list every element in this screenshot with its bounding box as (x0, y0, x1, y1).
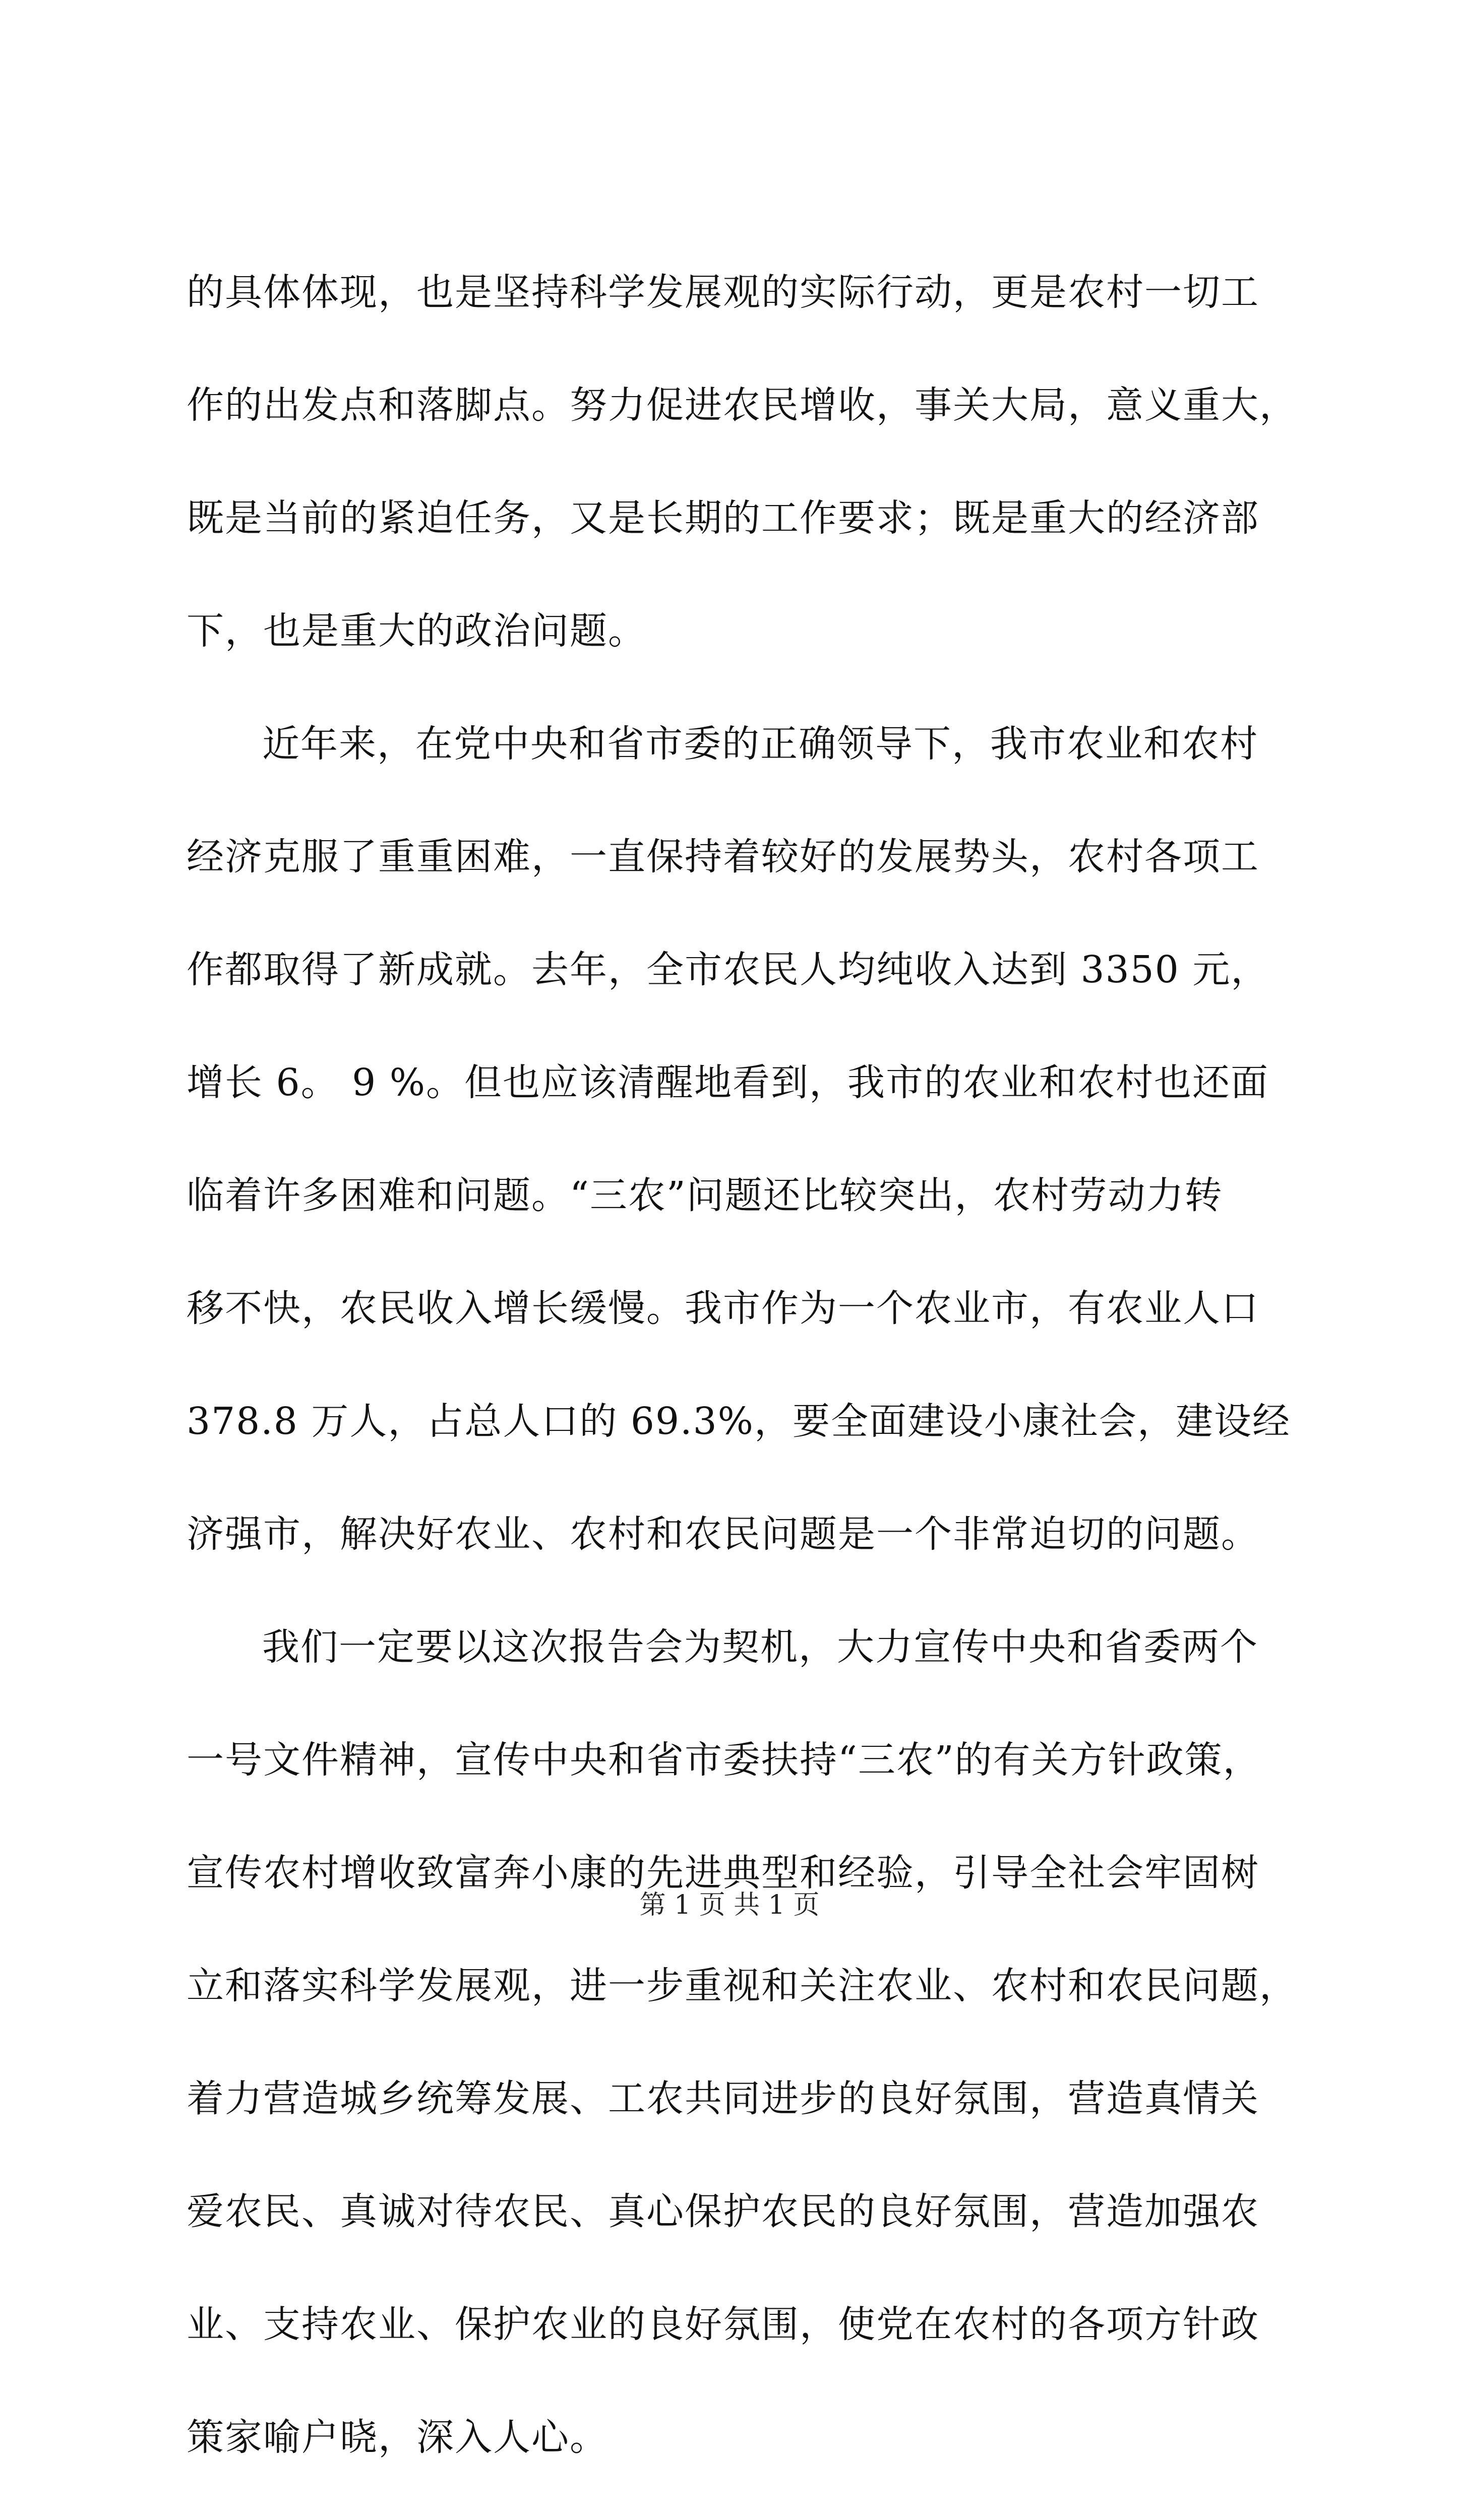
text-line: 立和落实科学发展观，进一步重视和关注农业、农村和农民问题， (187, 1964, 1298, 2007)
paragraph-4 (187, 2494, 1270, 2520)
text-line: 临着许多困难和问题。“三农”问题还比较突出，农村劳动力转 (187, 1174, 1223, 1217)
text-line: 业、支持农业、保护农业的良好氛围，使党在农村的各项方针政 (187, 2303, 1259, 2346)
text-line: 移不快，农民收入增长缓慢。我市作为一个农业市，有农业人口 (187, 1287, 1259, 1330)
text-line: 宣传农村增收致富奔小康的先进典型和经验，引导全社会牢固树 (187, 1851, 1259, 1895)
text-line: 下，也是重大的政治问题。 (187, 609, 646, 653)
text-line (187, 2494, 1270, 2520)
text-line: 一号文件精神，宣传中央和省市委扶持“三农”的有关方针政策， (187, 1738, 1261, 1782)
text-line: 的具体体现，也是坚持科学发展观的实际行动，更是农村一切工 (187, 271, 1259, 314)
text-line: 作都取得了新成就。去年，全市农民人均纯收入达到 3350 元， (187, 948, 1269, 991)
paragraph-2 (187, 687, 1291, 1591)
text-line: 378.8 万人，占总人口的 69.3%，要全面建设小康社会，建设经 (187, 1400, 1291, 1443)
text-line: 近年来，在党中央和省市委的正确领导下，我市农业和农村 (262, 722, 1258, 766)
paragraph-3 (187, 1591, 1298, 2494)
text-line: 既是当前的紧迫任务，又是长期的工作要求；既是重大的经济部 (187, 496, 1259, 540)
page-footer: 第 1 页 共 1 页 (639, 1890, 820, 1920)
text-line: 爱农民、真诚对待农民、真心保护农民的良好氛围，营造加强农 (187, 2190, 1259, 2233)
paragraph-1 (187, 236, 1298, 687)
text-line: 增长 6。 9 %。但也应该清醒地看到，我市的农业和农村也还面 (187, 1061, 1269, 1104)
text-line: 经济克服了重重困难，一直保持着较好的发展势头，农村各项工 (187, 835, 1259, 878)
text-line: 策家喻户晓，深入人心。 (187, 2416, 608, 2459)
text-line: 济强市，解决好农业、农村和农民问题是一个非常迫切的问题。 (187, 1513, 1259, 1556)
text-line: 着力营造城乡统筹发展、工农共同进步的良好氛围，营造真情关 (187, 2077, 1259, 2120)
text-line: 我们一定要以这次报告会为契机，大力宣传中央和省委两个 (262, 1625, 1258, 1669)
document-body (187, 236, 1298, 2520)
text-line: 作的出发点和落脚点。努力促进农民增收，事关大局，意义重大， (187, 384, 1298, 427)
